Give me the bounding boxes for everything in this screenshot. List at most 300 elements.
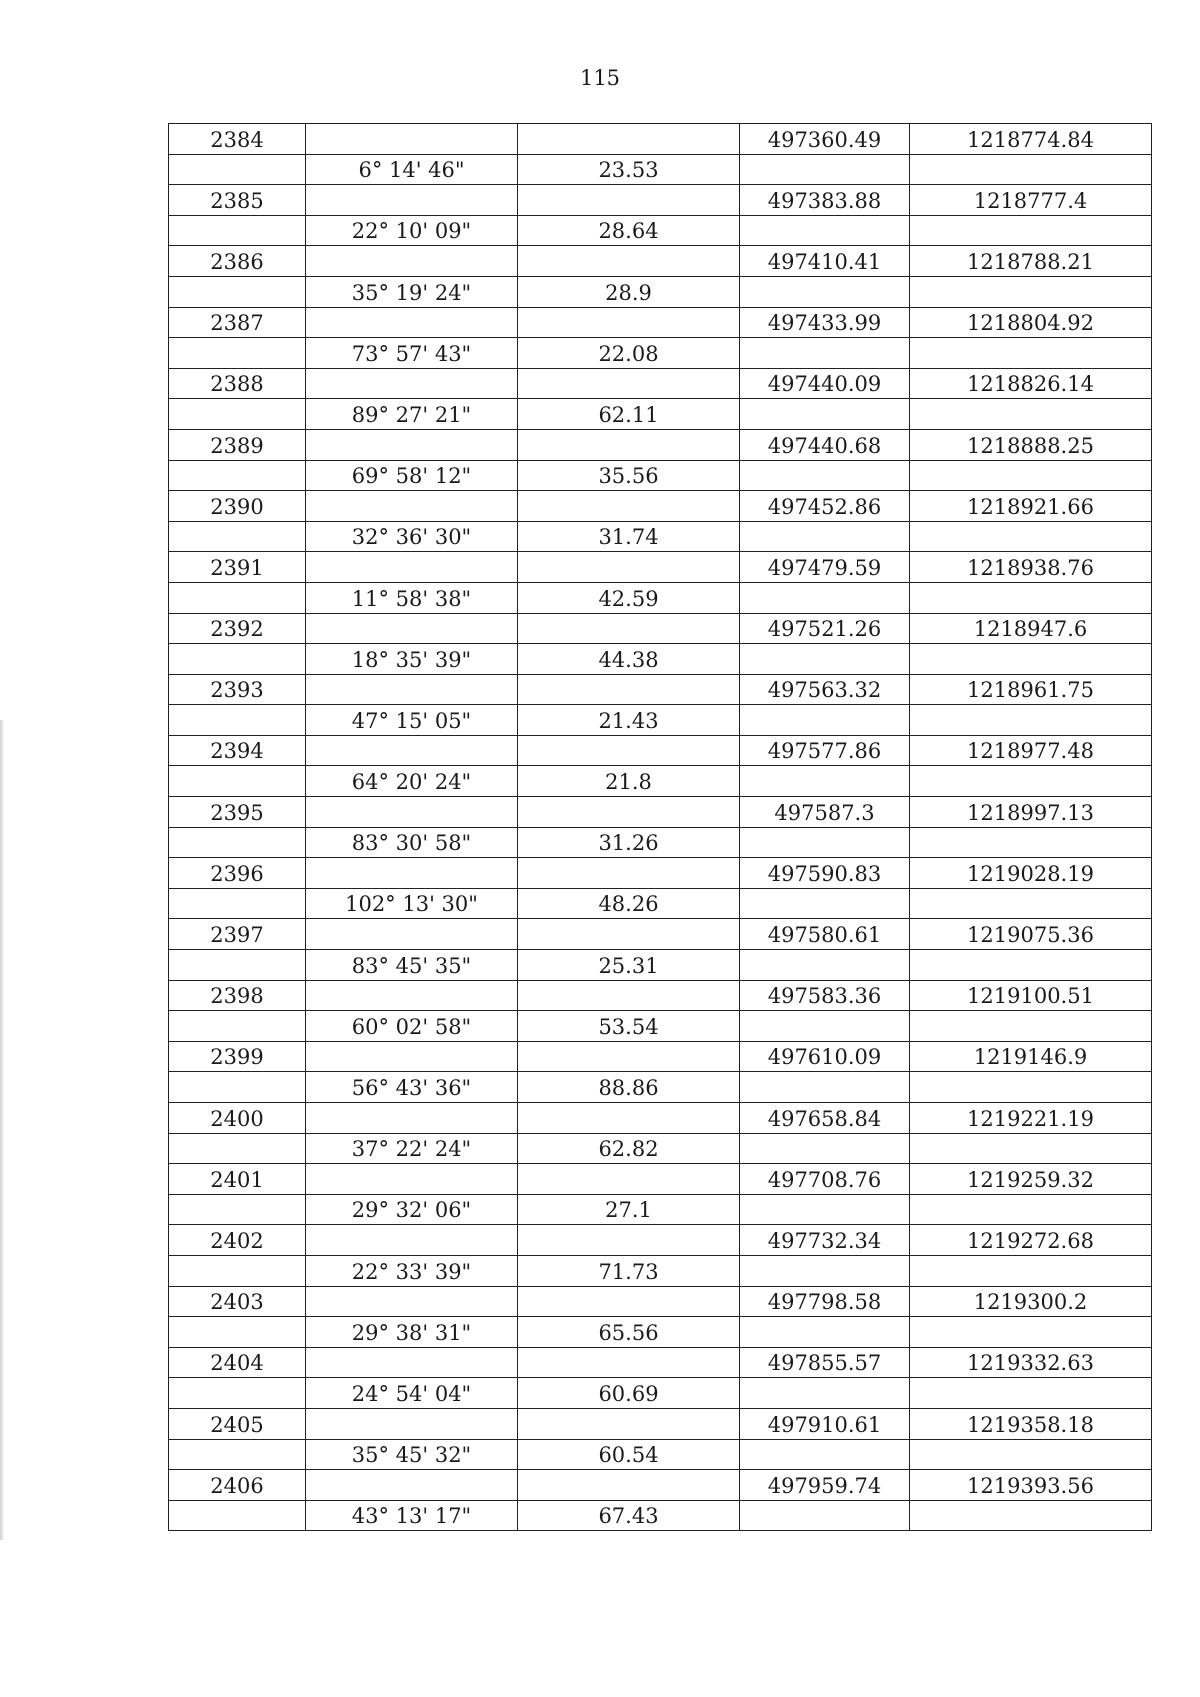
easting-value: 1219358.18 <box>967 1412 1094 1437</box>
distance-value: 65.56 <box>598 1320 659 1345</box>
distance-cell <box>518 1164 740 1195</box>
station-cell <box>169 1408 306 1439</box>
northing-cell <box>740 797 910 828</box>
coordinate-table-body <box>169 124 1152 1531</box>
station-value: 2393 <box>210 678 264 703</box>
station-row <box>169 1347 1152 1378</box>
station-value: 2392 <box>210 617 264 642</box>
easting-value: 1219300.2 <box>973 1290 1088 1315</box>
bearing-value: 47° 15' 05" <box>351 708 472 733</box>
station-cell <box>169 276 306 307</box>
station-row <box>169 307 1152 338</box>
bearing-cell <box>306 307 518 338</box>
station-cell <box>169 1133 306 1164</box>
station-value: 2404 <box>210 1351 264 1376</box>
distance-value: 25.31 <box>598 953 659 978</box>
station-cell <box>169 552 306 583</box>
station-value: 2395 <box>210 800 264 825</box>
station-cell <box>169 338 306 369</box>
traverse-row <box>169 154 1152 185</box>
easting-cell <box>910 1194 1152 1225</box>
bearing-cell <box>306 827 518 858</box>
station-row <box>169 1164 1152 1195</box>
bearing-cell <box>306 521 518 552</box>
distance-value: 42.59 <box>598 586 659 611</box>
easting-value: 1219221.19 <box>967 1106 1094 1131</box>
bearing-cell <box>306 368 518 399</box>
bearing-value: 18° 35' 39" <box>351 647 472 672</box>
easting-cell <box>910 185 1152 216</box>
distance-value: 60.54 <box>598 1443 659 1468</box>
easting-cell <box>910 950 1152 981</box>
northing-cell <box>740 429 910 460</box>
bearing-value: 60° 02' 58" <box>351 1014 472 1039</box>
station-cell <box>169 246 306 277</box>
northing-cell <box>740 368 910 399</box>
station-cell <box>169 185 306 216</box>
station-cell <box>169 154 306 185</box>
easting-value: 1218774.84 <box>967 127 1094 152</box>
traverse-row <box>169 950 1152 981</box>
easting-cell <box>910 766 1152 797</box>
traverse-row <box>169 705 1152 736</box>
station-row <box>169 552 1152 583</box>
bearing-value: 56° 43' 36" <box>351 1076 472 1100</box>
northing-value: 497563.32 <box>767 678 882 703</box>
distance-value: 48.26 <box>598 892 659 917</box>
station-cell <box>169 705 306 736</box>
distance-cell <box>518 1103 740 1134</box>
northing-cell <box>740 154 910 185</box>
distance-cell <box>518 368 740 399</box>
northing-cell <box>740 1194 910 1225</box>
distance-value: 62.11 <box>598 402 659 427</box>
bearing-cell <box>306 705 518 736</box>
northing-cell <box>740 1317 910 1348</box>
traverse-row <box>169 460 1152 491</box>
northing-cell <box>740 521 910 552</box>
easting-cell <box>910 674 1152 705</box>
easting-cell <box>910 215 1152 246</box>
northing-cell <box>740 1286 910 1317</box>
bearing-cell <box>306 276 518 307</box>
distance-cell <box>518 735 740 766</box>
traverse-row <box>169 399 1152 430</box>
bearing-cell <box>306 338 518 369</box>
station-row <box>169 368 1152 399</box>
distance-cell <box>518 1470 740 1501</box>
traverse-row <box>169 521 1152 552</box>
station-cell <box>169 735 306 766</box>
bearing-cell <box>306 552 518 583</box>
bearing-cell <box>306 1041 518 1072</box>
bearing-cell <box>306 185 518 216</box>
traverse-row <box>169 1072 1152 1103</box>
northing-cell <box>740 276 910 307</box>
northing-value: 497708.76 <box>767 1167 882 1192</box>
station-row <box>169 124 1152 155</box>
bearing-cell <box>306 766 518 797</box>
northing-cell <box>740 124 910 155</box>
easting-value: 1219075.36 <box>967 923 1094 948</box>
distance-value: 22.08 <box>598 341 659 366</box>
bearing-cell <box>306 613 518 644</box>
station-cell <box>169 1286 306 1317</box>
northing-value: 497587.3 <box>774 800 875 825</box>
easting-value: 1218997.13 <box>967 800 1094 825</box>
northing-cell <box>740 1225 910 1256</box>
station-cell <box>169 1500 306 1531</box>
northing-cell <box>740 552 910 583</box>
station-cell <box>169 399 306 430</box>
northing-cell <box>740 919 910 950</box>
distance-cell <box>518 1378 740 1409</box>
distance-cell <box>518 307 740 338</box>
traverse-row <box>169 1500 1152 1531</box>
bearing-cell <box>306 460 518 491</box>
bearing-value: 35° 45' 32" <box>351 1443 472 1468</box>
easting-value: 1218938.76 <box>967 555 1094 580</box>
easting-value: 1218788.21 <box>967 249 1094 274</box>
easting-cell <box>910 521 1152 552</box>
distance-value: 88.86 <box>598 1076 659 1100</box>
distance-cell <box>518 429 740 460</box>
easting-cell <box>910 613 1152 644</box>
station-value: 2388 <box>210 372 264 397</box>
bearing-cell <box>306 1470 518 1501</box>
distance-cell <box>518 919 740 950</box>
distance-value: 44.38 <box>598 647 659 672</box>
distance-value: 27.1 <box>605 1198 652 1223</box>
bearing-value: 6° 14' 46" <box>358 158 465 183</box>
easting-cell <box>910 1225 1152 1256</box>
distance-cell <box>518 1286 740 1317</box>
station-value: 2387 <box>210 311 264 336</box>
bearing-cell <box>306 980 518 1011</box>
station-row <box>169 429 1152 460</box>
bearing-value: 64° 20' 24" <box>351 770 472 795</box>
station-cell <box>169 460 306 491</box>
bearing-value: 35° 19' 24" <box>351 280 472 305</box>
station-cell <box>169 1011 306 1042</box>
station-value: 2390 <box>210 494 264 519</box>
bearing-value: 83° 45' 35" <box>351 953 472 978</box>
bearing-cell <box>306 124 518 155</box>
easting-cell <box>910 1347 1152 1378</box>
easting-value: 1219259.32 <box>967 1167 1094 1192</box>
distance-cell <box>518 1255 740 1286</box>
distance-value: 28.64 <box>598 219 659 244</box>
northing-cell <box>740 644 910 675</box>
northing-cell <box>740 246 910 277</box>
northing-cell <box>740 185 910 216</box>
bearing-value: 24° 54' 04" <box>351 1381 472 1406</box>
distance-cell <box>518 521 740 552</box>
easting-cell <box>910 1378 1152 1409</box>
station-row <box>169 797 1152 828</box>
northing-cell <box>740 613 910 644</box>
station-row <box>169 185 1152 216</box>
distance-cell <box>518 705 740 736</box>
bearing-value: 102° 13' 30" <box>345 892 478 917</box>
northing-value: 497610.09 <box>767 1045 882 1070</box>
northing-cell <box>740 1103 910 1134</box>
easting-value: 1218961.75 <box>967 678 1094 703</box>
distance-cell <box>518 950 740 981</box>
distance-value: 35.56 <box>598 464 659 489</box>
bearing-value: 73° 57' 43" <box>351 341 472 366</box>
bearing-cell <box>306 1347 518 1378</box>
bearing-value: 11° 58' 38" <box>351 586 472 611</box>
easting-cell <box>910 307 1152 338</box>
distance-cell <box>518 1347 740 1378</box>
station-value: 2394 <box>210 739 264 764</box>
distance-cell <box>518 276 740 307</box>
northing-value: 497798.58 <box>767 1290 882 1315</box>
northing-cell <box>740 460 910 491</box>
northing-cell <box>740 582 910 613</box>
bearing-cell <box>306 950 518 981</box>
coordinate-table <box>168 123 1152 1531</box>
easting-cell <box>910 888 1152 919</box>
bearing-value: 32° 36' 30" <box>351 525 472 550</box>
bearing-cell <box>306 154 518 185</box>
bearing-cell <box>306 1317 518 1348</box>
distance-cell <box>518 582 740 613</box>
distance-cell <box>518 613 740 644</box>
easting-cell <box>910 338 1152 369</box>
traverse-row <box>169 1011 1152 1042</box>
easting-cell <box>910 1317 1152 1348</box>
easting-cell <box>910 399 1152 430</box>
bearing-cell <box>306 858 518 889</box>
northing-value: 497658.84 <box>767 1106 882 1131</box>
station-row <box>169 1041 1152 1072</box>
traverse-row <box>169 888 1152 919</box>
station-cell <box>169 368 306 399</box>
easting-cell <box>910 246 1152 277</box>
bearing-value: 43° 13' 17" <box>351 1504 472 1529</box>
distance-cell <box>518 399 740 430</box>
station-cell <box>169 307 306 338</box>
station-row <box>169 858 1152 889</box>
bearing-cell <box>306 1286 518 1317</box>
easting-value: 1219146.9 <box>973 1045 1088 1070</box>
easting-cell <box>910 1072 1152 1103</box>
station-cell <box>169 919 306 950</box>
northing-value: 497521.26 <box>767 617 882 642</box>
northing-value: 497383.88 <box>767 188 882 213</box>
station-row <box>169 1103 1152 1134</box>
distance-cell <box>518 1133 740 1164</box>
bearing-value: 83° 30' 58" <box>351 831 472 856</box>
distance-value: 28.9 <box>605 280 652 305</box>
station-value: 2401 <box>210 1167 264 1192</box>
station-cell <box>169 582 306 613</box>
station-cell <box>169 429 306 460</box>
traverse-row <box>169 1439 1152 1470</box>
station-cell <box>169 766 306 797</box>
easting-value: 1218921.66 <box>967 494 1094 519</box>
northing-cell <box>740 735 910 766</box>
easting-cell <box>910 1470 1152 1501</box>
distance-cell <box>518 1500 740 1531</box>
bearing-value: 69° 58' 12" <box>351 464 472 489</box>
easting-value: 1218826.14 <box>967 372 1094 397</box>
bearing-cell <box>306 1011 518 1042</box>
northing-cell <box>740 1133 910 1164</box>
distance-cell <box>518 491 740 522</box>
bearing-cell <box>306 1103 518 1134</box>
distance-cell <box>518 154 740 185</box>
bearing-cell <box>306 215 518 246</box>
traverse-row <box>169 215 1152 246</box>
station-cell <box>169 827 306 858</box>
station-row <box>169 735 1152 766</box>
station-cell <box>169 1041 306 1072</box>
easting-cell <box>910 644 1152 675</box>
distance-value: 60.69 <box>598 1381 659 1406</box>
station-cell <box>169 644 306 675</box>
station-cell <box>169 950 306 981</box>
station-cell <box>169 215 306 246</box>
station-cell <box>169 124 306 155</box>
easting-cell <box>910 552 1152 583</box>
northing-cell <box>740 888 910 919</box>
station-cell <box>169 613 306 644</box>
northing-value: 497590.83 <box>767 861 882 886</box>
station-cell <box>169 1347 306 1378</box>
distance-cell <box>518 674 740 705</box>
traverse-row <box>169 827 1152 858</box>
northing-value: 497959.74 <box>767 1473 882 1498</box>
bearing-cell <box>306 1439 518 1470</box>
scan-edge-shadow <box>0 720 4 1540</box>
easting-cell <box>910 735 1152 766</box>
bearing-cell <box>306 1500 518 1531</box>
distance-cell <box>518 1011 740 1042</box>
easting-value: 1219100.51 <box>967 984 1094 1009</box>
station-value: 2402 <box>210 1228 264 1253</box>
bearing-cell <box>306 674 518 705</box>
northing-cell <box>740 858 910 889</box>
station-value: 2405 <box>210 1412 264 1437</box>
distance-cell <box>518 552 740 583</box>
station-cell <box>169 1225 306 1256</box>
easting-value: 1219393.56 <box>967 1473 1094 1498</box>
northing-value: 497583.36 <box>767 984 882 1009</box>
station-row <box>169 980 1152 1011</box>
easting-cell <box>910 1439 1152 1470</box>
easting-cell <box>910 1133 1152 1164</box>
easting-cell <box>910 1041 1152 1072</box>
easting-cell <box>910 124 1152 155</box>
station-cell <box>169 1255 306 1286</box>
station-cell <box>169 1378 306 1409</box>
distance-cell <box>518 888 740 919</box>
station-cell <box>169 980 306 1011</box>
distance-cell <box>518 827 740 858</box>
easting-cell <box>910 980 1152 1011</box>
bearing-cell <box>306 491 518 522</box>
easting-value: 1218947.6 <box>973 617 1088 642</box>
northing-cell <box>740 827 910 858</box>
distance-cell <box>518 980 740 1011</box>
distance-cell <box>518 858 740 889</box>
station-cell <box>169 1072 306 1103</box>
easting-cell <box>910 827 1152 858</box>
northing-cell <box>740 1255 910 1286</box>
station-cell <box>169 1439 306 1470</box>
easting-value: 1218804.92 <box>967 311 1094 336</box>
distance-value: 62.82 <box>598 1137 659 1162</box>
bearing-value: 22° 10' 09" <box>351 219 472 244</box>
distance-cell <box>518 797 740 828</box>
bearing-cell <box>306 1408 518 1439</box>
page-number: 115 <box>579 66 621 90</box>
station-row <box>169 246 1152 277</box>
station-value: 2389 <box>210 433 264 458</box>
station-row <box>169 491 1152 522</box>
station-value: 2385 <box>210 188 264 213</box>
distance-cell <box>518 460 740 491</box>
traverse-row <box>169 1133 1152 1164</box>
distance-cell <box>518 766 740 797</box>
easting-cell <box>910 368 1152 399</box>
northing-value: 497440.09 <box>767 372 882 397</box>
station-row <box>169 674 1152 705</box>
northing-value: 497440.68 <box>767 433 882 458</box>
northing-cell <box>740 1470 910 1501</box>
northing-cell <box>740 1072 910 1103</box>
traverse-row <box>169 644 1152 675</box>
bearing-cell <box>306 735 518 766</box>
easting-cell <box>910 1255 1152 1286</box>
traverse-row <box>169 338 1152 369</box>
distance-cell <box>518 1317 740 1348</box>
northing-cell <box>740 215 910 246</box>
bearing-cell <box>306 1072 518 1103</box>
northing-cell <box>740 674 910 705</box>
northing-value: 497479.59 <box>767 555 882 580</box>
northing-cell <box>740 1378 910 1409</box>
bearing-cell <box>306 429 518 460</box>
bearing-cell <box>306 246 518 277</box>
northing-cell <box>740 766 910 797</box>
distance-value: 31.74 <box>598 525 659 550</box>
easting-cell <box>910 491 1152 522</box>
easting-value: 1218888.25 <box>967 433 1094 458</box>
bearing-cell <box>306 1378 518 1409</box>
distance-cell <box>518 1225 740 1256</box>
northing-cell <box>740 950 910 981</box>
northing-cell <box>740 980 910 1011</box>
station-row <box>169 1470 1152 1501</box>
easting-cell <box>910 1500 1152 1531</box>
bearing-cell <box>306 1194 518 1225</box>
easting-value: 1218977.48 <box>967 739 1094 764</box>
station-row <box>169 1286 1152 1317</box>
traverse-row <box>169 766 1152 797</box>
station-cell <box>169 1470 306 1501</box>
distance-cell <box>518 1194 740 1225</box>
northing-value: 497577.86 <box>767 739 882 764</box>
station-value: 2398 <box>210 984 264 1009</box>
station-cell <box>169 888 306 919</box>
distance-value: 67.43 <box>598 1504 659 1529</box>
northing-cell <box>740 1011 910 1042</box>
bearing-value: 22° 33' 39" <box>351 1259 472 1284</box>
